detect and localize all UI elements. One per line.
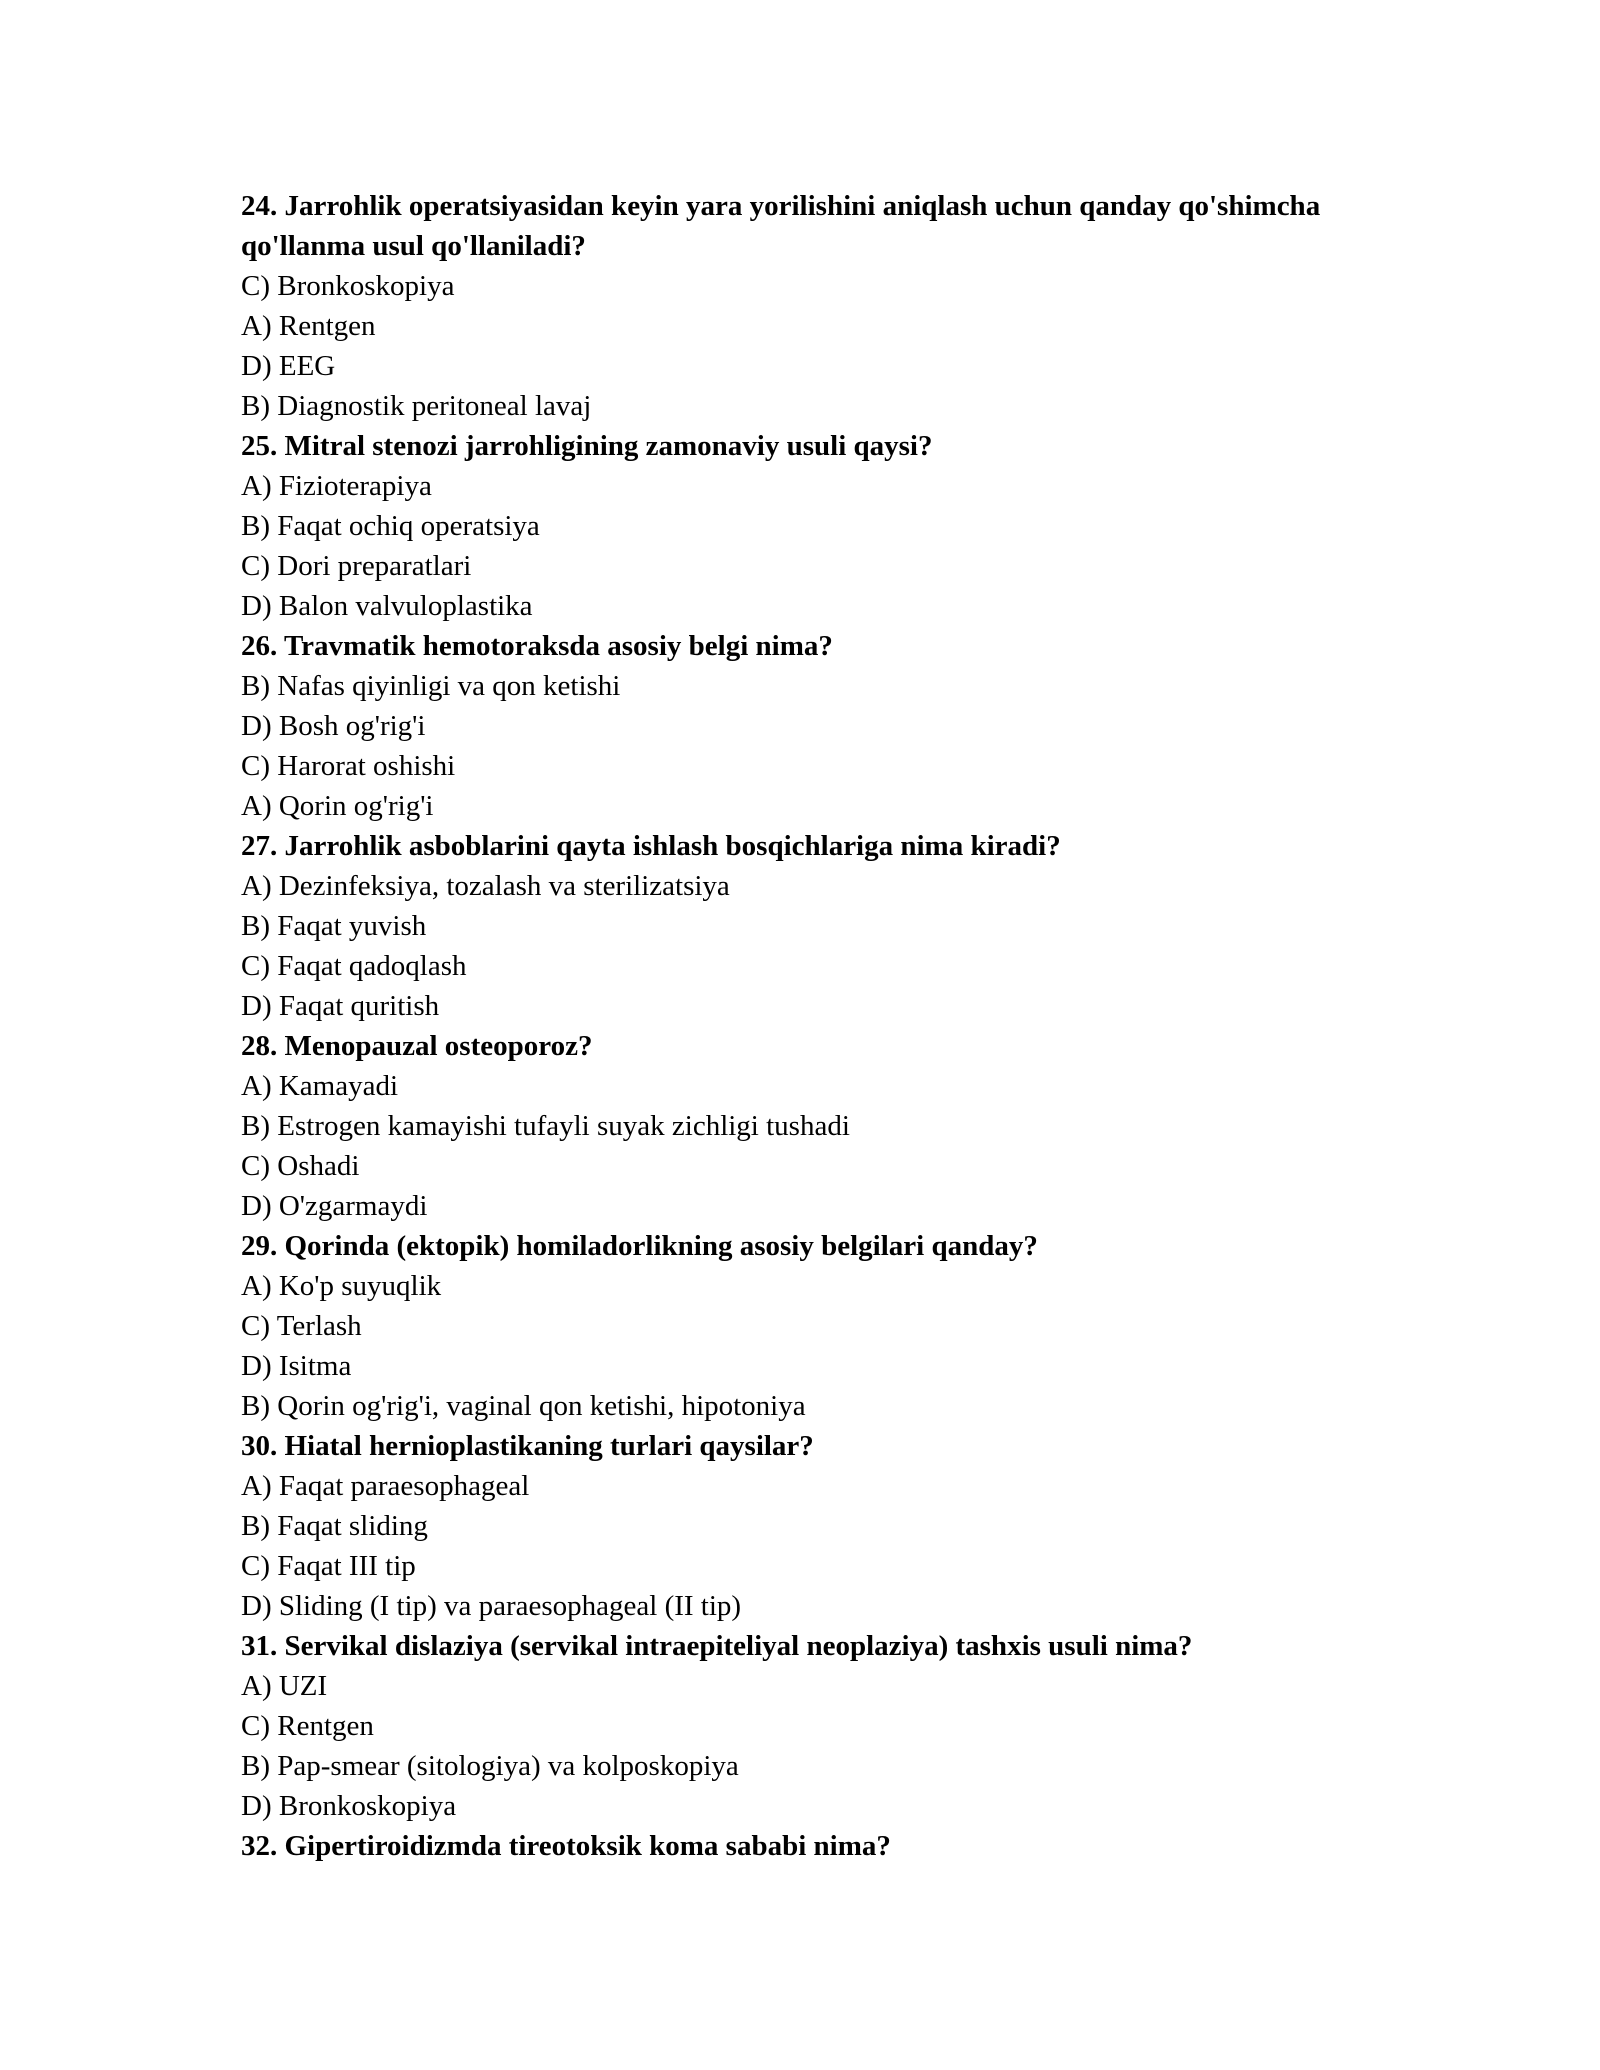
answer-option: A) Kamayadi [241, 1070, 399, 1102]
answer-option: A) Dezinfeksiya, tozalash va sterilizatsiya [241, 870, 730, 902]
answer-option: C) Dori preparatlari [241, 550, 472, 582]
answer-option: B) Estrogen kamayishi tufayli suyak zichligi tushadi [241, 1110, 850, 1142]
question-text: 30. Hiatal hernioplastikaning turlari qaysilar? [241, 1430, 814, 1462]
answer-option: C) Oshadi [241, 1150, 360, 1182]
question-26 [241, 626, 1421, 826]
answer-option: A) Rentgen [241, 310, 376, 342]
answer-option: B) Faqat ochiq operatsiya [241, 510, 540, 542]
answer-option: C) Faqat qadoqlash [241, 950, 467, 982]
answer-option: D) Sliding (I tip) va paraesophageal (II tip) [241, 1590, 742, 1622]
answer-option: B) Faqat yuvish [241, 910, 427, 942]
answer-option: B) Faqat sliding [241, 1510, 428, 1542]
question-27 [241, 826, 1421, 1026]
question-text: 31. Servikal dislaziya (servikal intraepiteliyal neoplaziya) tashxis usuli nima? [241, 1630, 1193, 1662]
question-text: 29. Qorinda (ektopik) homiladorlikning asosiy belgilari qanday? [241, 1230, 1038, 1262]
answer-option: C) Faqat III tip [241, 1550, 416, 1582]
question-29 [241, 1226, 1421, 1426]
question-28 [241, 1026, 1421, 1226]
question-text: 28. Menopauzal osteoporoz? [241, 1030, 593, 1062]
question-30 [241, 1426, 1421, 1626]
answer-option: B) Nafas qiyinligi va qon ketishi [241, 670, 621, 702]
answer-option: D) O'zgarmaydi [241, 1190, 428, 1222]
answer-option: D) EEG [241, 350, 336, 382]
answer-option: D) Bronkoskopiya [241, 1790, 457, 1822]
answer-option: A) Ko'p suyuqlik [241, 1270, 442, 1302]
answer-option: C) Harorat oshishi [241, 750, 456, 782]
answer-option: D) Faqat quritish [241, 990, 440, 1022]
answer-option: B) Pap-smear (sitologiya) va kolposkopiya [241, 1750, 739, 1782]
question-text: 32. Gipertiroidizmda tireotoksik koma sababi nima? [241, 1830, 891, 1862]
question-text: 26. Travmatik hemotoraksda asosiy belgi nima? [241, 630, 833, 662]
answer-option: D) Balon valvuloplastika [241, 590, 533, 622]
question-text: 24. Jarrohlik operatsiyasidan keyin yara yorilishini aniqlash uchun qanday qo'shimcha qo'llanma usul qo'llaniladi? [241, 190, 1321, 262]
question-24 [241, 186, 1421, 426]
answer-option: C) Bronkoskopiya [241, 270, 455, 302]
answer-option: A) Qorin og'rig'i [241, 790, 434, 822]
answer-option: B) Qorin og'rig'i, vaginal qon ketishi, hipotoniya [241, 1390, 806, 1422]
question-list [241, 186, 1421, 1866]
answer-option: C) Rentgen [241, 1710, 374, 1742]
question-25 [241, 426, 1421, 626]
answer-option: C) Terlash [241, 1310, 362, 1342]
answer-option: A) Fizioterapiya [241, 470, 432, 502]
answer-option: B) Diagnostik peritoneal lavaj [241, 390, 592, 422]
answer-option: A) UZI [241, 1670, 328, 1702]
question-32 [241, 1826, 1421, 1866]
question-31 [241, 1626, 1421, 1826]
question-text: 27. Jarrohlik asboblarini qayta ishlash bosqichlariga nima kiradi? [241, 830, 1061, 862]
answer-option: D) Isitma [241, 1350, 352, 1382]
answer-option: D) Bosh og'rig'i [241, 710, 426, 742]
answer-option: A) Faqat paraesophageal [241, 1470, 530, 1502]
question-text: 25. Mitral stenozi jarrohligining zamonaviy usuli qaysi? [241, 430, 933, 462]
